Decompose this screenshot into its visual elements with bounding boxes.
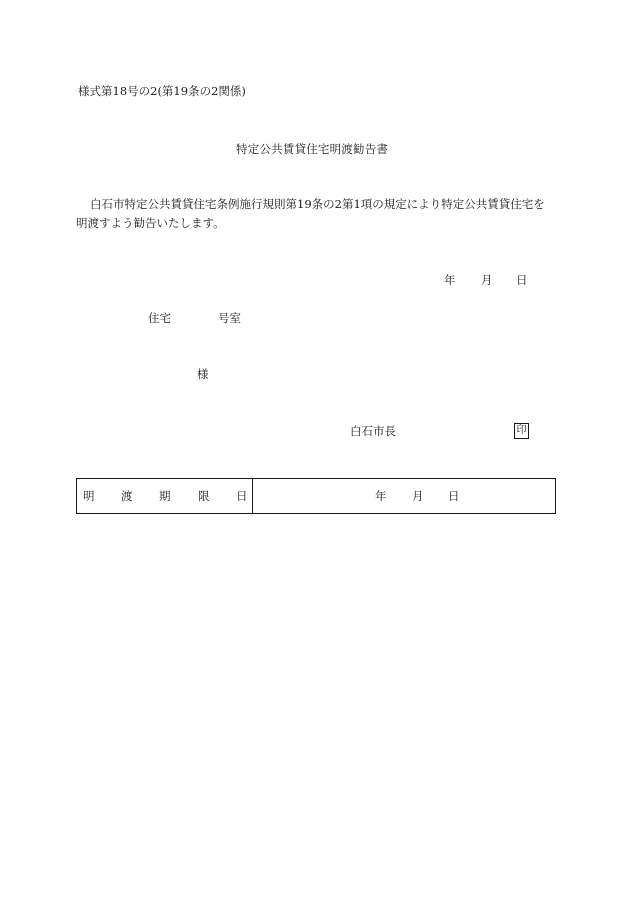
deadline-label-cell [77, 479, 253, 513]
deadline-month-label: 月 [412, 489, 424, 503]
deadline-label-char: 渡 [121, 489, 133, 503]
mayor-label: 白石市長 [350, 424, 396, 438]
document-title: 特定公共賃貸住宅明渡勧告書 [236, 142, 389, 156]
deadline-year-label: 年 [375, 489, 387, 503]
form-number: 様式第18号の2(第19条の2関係) [78, 84, 246, 98]
deadline-label-char: 明 [83, 489, 95, 503]
deadline-day-label: 日 [448, 489, 460, 503]
deadline-label-char: 日 [236, 489, 248, 503]
seal-stamp-mark: 印 [514, 423, 529, 439]
deadline-label-char: 期 [159, 489, 171, 503]
room-number-label: 号室 [218, 311, 241, 325]
recipient-honorific: 様 [197, 367, 209, 381]
date-month-label: 月 [481, 273, 493, 287]
body-text-line-2: 明渡すよう勧告いたします。 [76, 216, 225, 230]
date-day-label: 日 [516, 273, 528, 287]
date-year-label: 年 [444, 273, 456, 287]
deadline-label-char: 限 [198, 489, 210, 503]
body-text-line-1: 白石市特定公共賃貸住宅条例施行規則第19条の2第1項の規定により特定公共賃貸住宅を [90, 197, 545, 211]
housing-label: 住宅 [148, 311, 171, 325]
vacate-deadline-table [76, 478, 556, 514]
